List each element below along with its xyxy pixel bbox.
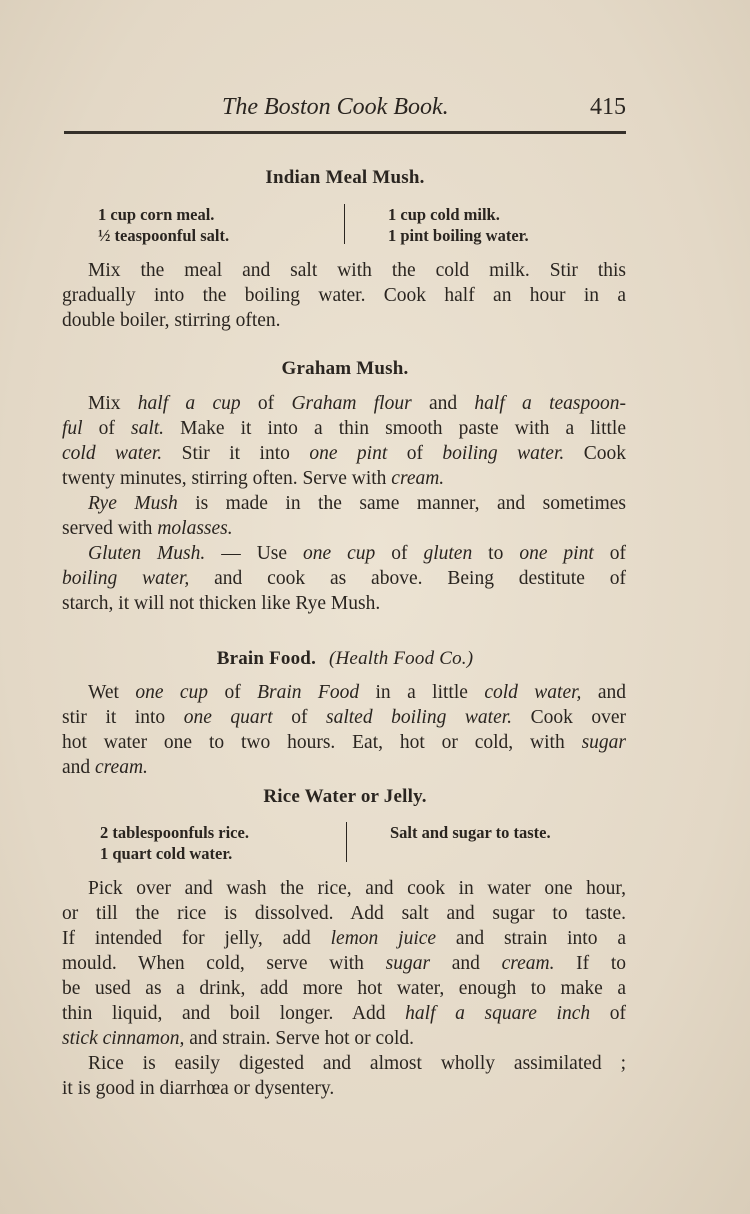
text-line: ful of salt. Make it into a thin smooth paste with a little bbox=[62, 418, 626, 439]
book-title: The Boston Cook Book. bbox=[222, 94, 449, 120]
text-line: starch, it will not thicken like Rye Mush. bbox=[62, 593, 381, 614]
recipe-title-rice-water: Rice Water or Jelly. bbox=[263, 786, 427, 807]
text-line: Gluten Mush. — Use one cup of gluten to one pint of bbox=[88, 543, 626, 564]
paragraph-indian-meal-mush bbox=[62, 258, 626, 333]
text-line: double boiler, stirring often. bbox=[62, 310, 281, 331]
ingredient-item: Salt and sugar to taste. bbox=[390, 823, 551, 842]
recipe-title-graham-mush: Graham Mush. bbox=[281, 358, 409, 379]
recipe-title-indian-meal-mush: Indian Meal Mush. bbox=[265, 167, 425, 188]
running-header bbox=[64, 92, 626, 126]
ingredient-divider bbox=[346, 822, 347, 862]
text-line: Mix half a cup of Graham flour and half a teaspoon- bbox=[88, 393, 626, 414]
ingredient-item: 2 tablespoonfuls rice. bbox=[100, 823, 249, 842]
text-line: served with molasses. bbox=[62, 518, 233, 539]
text-line: mould. When cold, serve with sugar and cream. If to bbox=[62, 953, 626, 974]
text-line: be used as a drink, add more hot water, enough to make a bbox=[62, 978, 626, 999]
page-number: 415 bbox=[590, 94, 626, 120]
text-line: stir it into one quart of salted boiling water. Cook over bbox=[62, 707, 627, 728]
text-line: hot water one to two hours. Eat, hot or cold, with sugar bbox=[62, 732, 626, 753]
ingredient-item: 1 quart cold water. bbox=[100, 844, 233, 863]
ingredient-item: ½ teaspoonful salt. bbox=[98, 226, 230, 245]
ingredient-divider bbox=[344, 204, 345, 244]
ingredient-list-right bbox=[388, 204, 529, 246]
recipe-title-note: (Health Food Co.) bbox=[328, 648, 474, 669]
text-line: or till the rice is dissolved. Add salt and sugar to taste. bbox=[62, 903, 626, 924]
text-line: Pick over and wash the rice, and cook in water one hour, bbox=[88, 878, 626, 899]
paragraph-graham-mush bbox=[62, 391, 626, 616]
header-rule bbox=[64, 131, 626, 134]
text-line: Rice is easily digested and almost wholly assimilated ; bbox=[88, 1053, 626, 1074]
text-line: thin liquid, and boil longer. Add half a square inch of bbox=[62, 1003, 626, 1024]
ingredient-list-left bbox=[98, 204, 229, 246]
ingredient-list-right bbox=[390, 822, 551, 843]
ingredient-item: 1 cup cold milk. bbox=[388, 205, 500, 224]
text-line: it is good in diarrhœa or dysentery. bbox=[62, 1078, 335, 1099]
recipe-title-text: Brain Food. bbox=[216, 648, 317, 669]
text-line: Wet one cup of Brain Food in a little cold water, and bbox=[88, 682, 626, 703]
text-line: If intended for jelly, add lemon juice and strain into a bbox=[62, 928, 626, 949]
ingredient-item: 1 cup corn meal. bbox=[98, 205, 215, 224]
text-line: cold water. Stir it into one pint of boiling water. Cook bbox=[62, 443, 626, 464]
text-line: twenty minutes, stirring often. Serve with cream. bbox=[62, 468, 445, 489]
paragraph-rice-water bbox=[62, 876, 626, 1101]
recipe-title-brain-food bbox=[64, 648, 626, 670]
text-line: and cream. bbox=[62, 757, 148, 778]
text-line: boiling water, and cook as above. Being destitute of bbox=[62, 568, 626, 589]
ingredient-item: 1 pint boiling water. bbox=[388, 226, 529, 245]
text-line: stick cinnamon, and strain. Serve hot or cold. bbox=[62, 1028, 415, 1049]
text-line: gradually into the boiling water. Cook half an hour in a bbox=[62, 285, 626, 306]
ingredient-list-left bbox=[100, 822, 249, 864]
text-line: Mix the meal and salt with the cold milk. Stir this bbox=[88, 260, 626, 281]
paragraph-brain-food bbox=[62, 680, 626, 780]
text-line: Rye Mush is made in the same manner, and sometimes bbox=[88, 493, 627, 514]
